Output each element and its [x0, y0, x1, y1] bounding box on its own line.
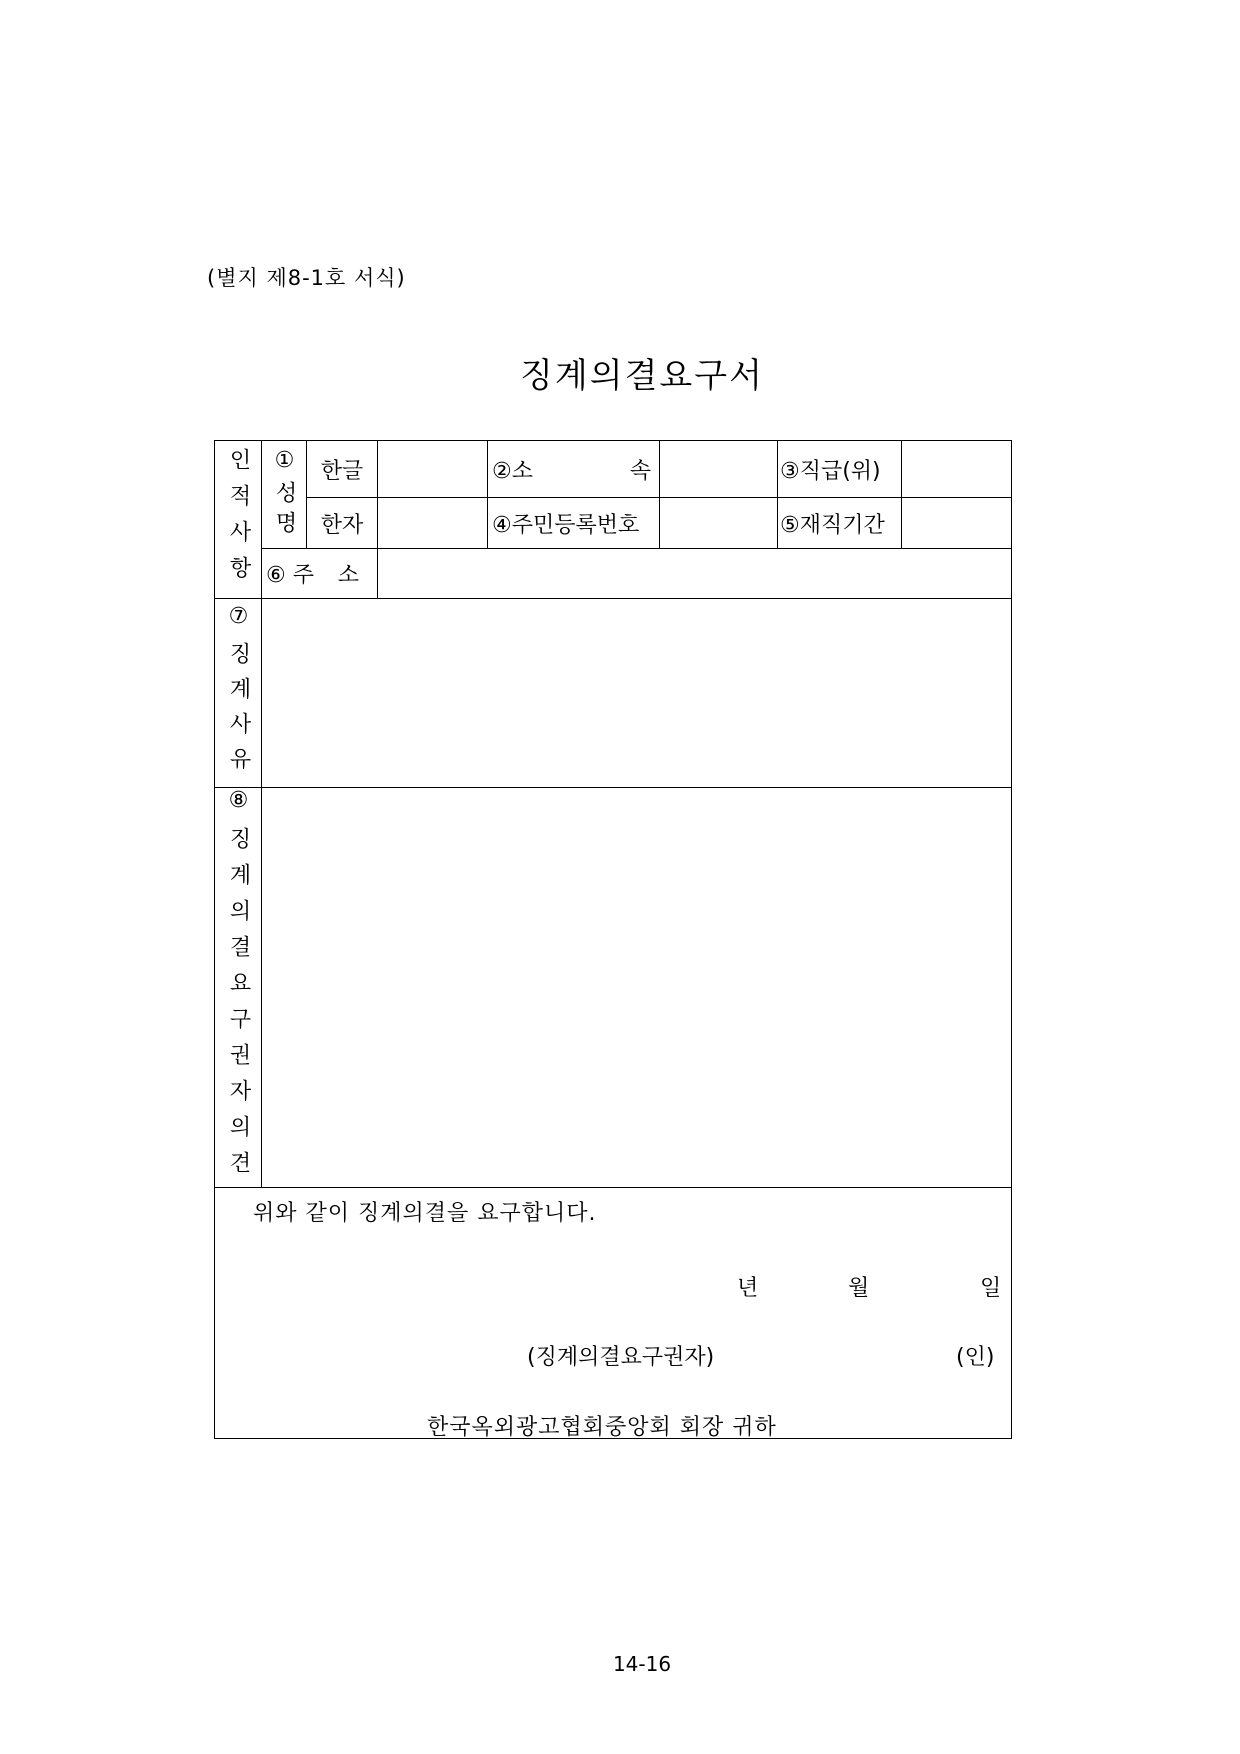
- requester-opinion-field[interactable]: [262, 788, 1012, 1188]
- grade-label: ③직급(위): [778, 441, 902, 498]
- personal-info-section-label: 인적사항: [215, 441, 262, 599]
- affiliation-field[interactable]: [660, 441, 778, 498]
- seal-label: (인): [956, 1345, 995, 1370]
- date-year-label: 년: [737, 1276, 759, 1301]
- resident-id-field[interactable]: [660, 498, 778, 549]
- grade-field[interactable]: [902, 441, 1012, 498]
- date-month-label: 월: [848, 1276, 870, 1301]
- document-title: 징계의결요구서: [520, 356, 764, 396]
- name-label: ①성명: [262, 441, 307, 549]
- disciplinary-reason-field[interactable]: [262, 599, 1012, 788]
- hangul-name-field[interactable]: [378, 441, 488, 498]
- address-field[interactable]: [378, 549, 1012, 599]
- recipient-line: 한국옥외광고협회중앙회 회장 귀하: [427, 1415, 777, 1440]
- hanja-name-field[interactable]: [378, 498, 488, 549]
- hangul-label: 한글: [307, 441, 378, 498]
- disciplinary-reason-label: ⑦징계사유: [215, 599, 262, 788]
- declaration-block: [215, 1188, 1012, 1439]
- disciplinary-request-form: [214, 440, 1012, 1439]
- tenure-field[interactable]: [902, 498, 1012, 549]
- requester-label: (징계의결요구권자): [527, 1345, 715, 1370]
- declaration-text: 위와 같이 징계의결을 요구합니다.: [253, 1201, 597, 1226]
- form-number: (별지 제8-1호 서식): [207, 266, 406, 290]
- hanja-label: 한자: [307, 498, 378, 549]
- page-number: 14-16: [612, 1652, 672, 1676]
- date-day-label: 일: [980, 1276, 1002, 1301]
- resident-id-label: ④주민등록번호: [488, 498, 660, 549]
- tenure-label: ⑤재직기간: [778, 498, 902, 549]
- affiliation-label: ②소 속: [488, 441, 660, 498]
- requester-opinion-label: ⑧징계의결요구권자의견: [215, 788, 262, 1188]
- address-label: ⑥ 주 소: [262, 549, 378, 599]
